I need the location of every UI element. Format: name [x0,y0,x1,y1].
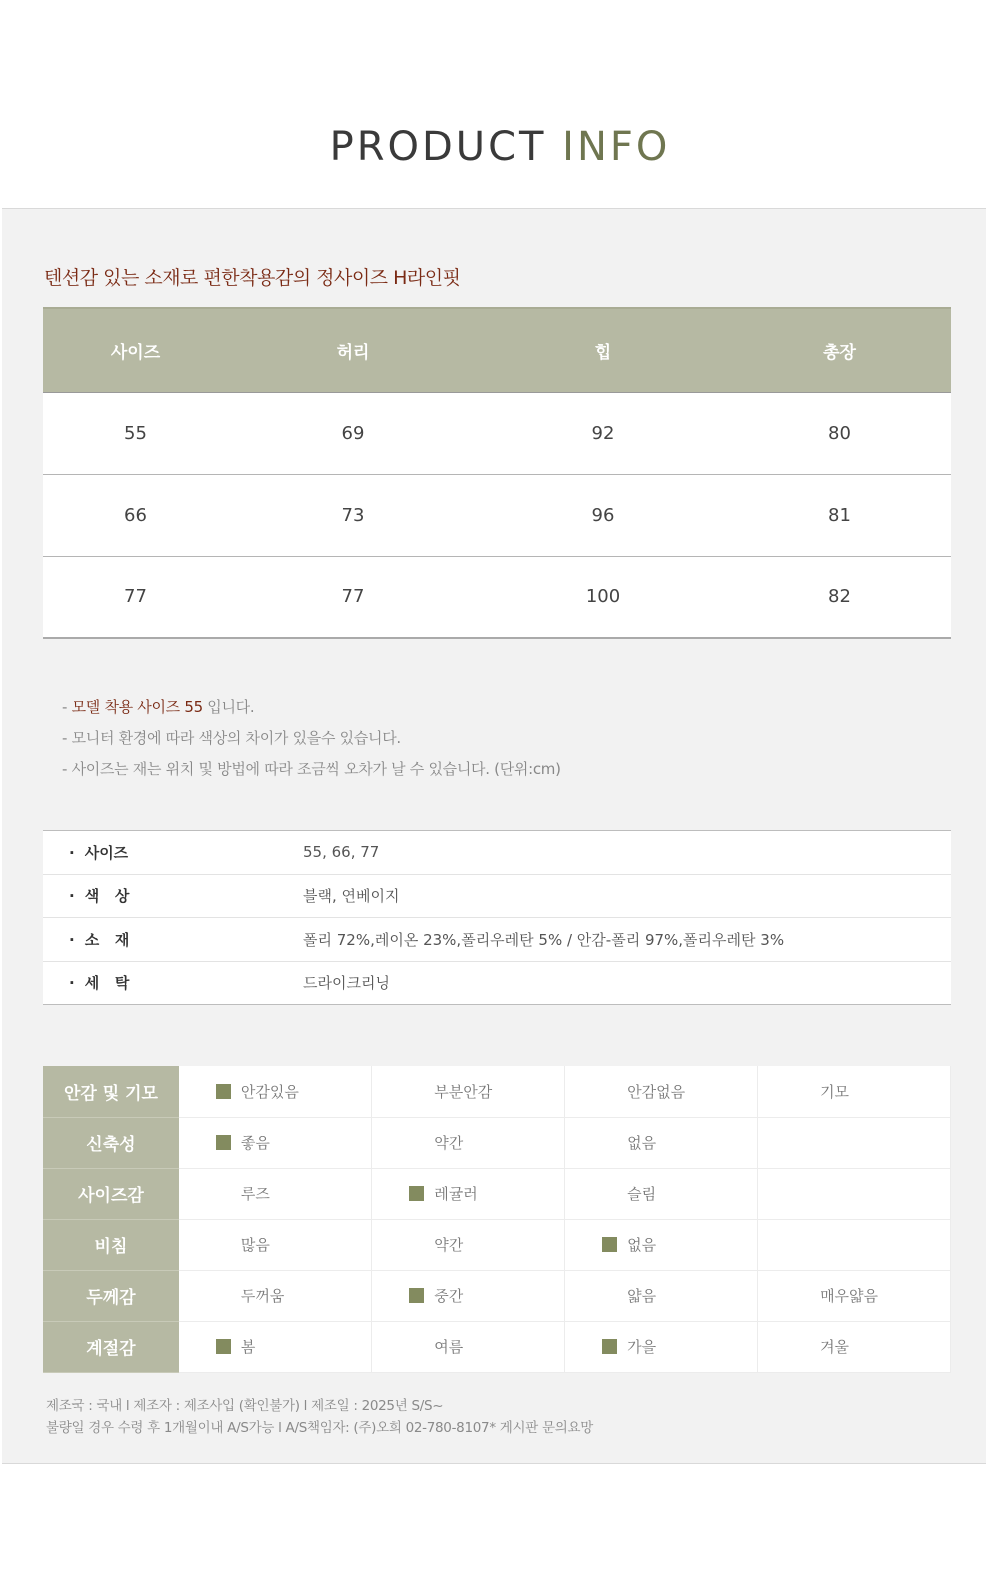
feel-option [179,1270,372,1321]
feel-option-label: 약간 [434,1236,464,1254]
spec-key: 사이즈 [84,843,129,862]
feel-option [372,1066,565,1117]
feel-label: 두께감 [43,1270,179,1321]
bullet: · [69,974,75,993]
spec-row [43,874,951,918]
feel-option [565,1066,758,1117]
table-cell: 80 [728,392,951,474]
table-row [43,474,951,556]
table-cell: 73 [228,474,478,556]
spec-value: 드라이크리닝 [303,961,951,1005]
spec-key: 세 탁 [84,974,130,993]
bullet: · [69,887,75,906]
spec-table [43,830,951,1005]
feel-option [372,1117,565,1168]
feel-option-label: 약간 [434,1134,464,1152]
feel-option [758,1117,951,1168]
check-square-icon [216,1084,231,1099]
feel-option-label: 안감없음 [627,1082,686,1101]
feel-option [372,1270,565,1321]
bullet: · [69,843,75,862]
feel-row [43,1168,951,1219]
table-cell: 82 [728,556,951,638]
feel-option-label: 기모 [820,1082,850,1101]
feel-option-label: 가을 [627,1338,657,1356]
feel-label: 안감 및 기모 [43,1066,179,1117]
size-table-header [43,308,951,392]
feel-option-label: 많음 [240,1236,270,1254]
feel-option [565,1168,758,1219]
spec-value: 블랙, 연베이지 [303,874,951,918]
col-header-size: 사이즈 [43,308,228,392]
feel-label: 비침 [43,1219,179,1270]
note-suffix: 입니다. [202,698,255,716]
table-cell: 81 [728,474,951,556]
col-header-hip: 힙 [478,308,728,392]
feel-option [179,1219,372,1270]
title-main: PRODUCT [329,124,547,170]
feel-option [758,1219,951,1270]
feel-option-label: 슬림 [627,1185,657,1203]
feel-row [43,1321,951,1372]
feel-option-label: 얇음 [627,1287,657,1305]
page-title [0,124,1000,170]
col-header-length: 총장 [728,308,951,392]
notes [62,692,561,785]
check-square-icon [409,1186,424,1201]
title-accent: INFO [562,124,671,170]
size-table [43,307,951,639]
feel-option [179,1168,372,1219]
feel-option [758,1066,951,1117]
table-cell: 77 [43,556,228,638]
check-square-icon [216,1135,231,1150]
feel-option [758,1270,951,1321]
feel-option-label: 안감있음 [240,1082,299,1101]
feel-option [758,1168,951,1219]
feel-option-label: 중간 [434,1287,464,1305]
check-square-icon [216,1339,231,1354]
table-row [43,392,951,474]
feel-option-label: 없음 [627,1134,657,1152]
table-cell: 100 [478,556,728,638]
table-cell: 77 [228,556,478,638]
spec-row [43,831,951,875]
footer-manufacture: 제조국 : 국내 l 제조자 : 제조사입 (확인불가) l 제조일 : 2025년 S/S~ [46,1398,444,1414]
feel-option-label: 레귤러 [434,1185,478,1203]
note-prefix: - [62,698,72,716]
feel-option [372,1219,565,1270]
feel-option [179,1117,372,1168]
note-model-size [62,692,561,723]
spec-key: 소 재 [84,930,130,949]
feel-option-label: 루즈 [240,1185,270,1203]
feel-option [372,1168,565,1219]
spec-key: 색 상 [84,887,130,906]
bullet: · [69,930,75,949]
feel-option-label: 부분안감 [434,1082,493,1101]
feel-row [43,1117,951,1168]
feel-option-label: 두꺼움 [240,1287,285,1305]
table-cell: 92 [478,392,728,474]
feel-option [565,1219,758,1270]
feel-option [565,1321,758,1372]
spec-value: 55, 66, 77 [303,831,951,875]
feel-row [43,1066,951,1117]
spec-row [43,918,951,962]
feel-option-label: 겨울 [820,1338,850,1356]
header [0,0,1000,210]
feel-option-label: 여름 [434,1338,464,1356]
table-cell: 96 [478,474,728,556]
check-square-icon [602,1339,617,1354]
feel-option [565,1270,758,1321]
table-cell: 66 [43,474,228,556]
fabric-feel-table [43,1066,951,1373]
feel-option [372,1321,565,1372]
note-measure: - 사이즈는 재는 위치 및 방법에 따라 조금씩 오차가 날 수 있습니다. (단위:cm) [62,760,561,778]
check-square-icon [602,1237,617,1252]
feel-option-label: 봄 [240,1338,256,1356]
product-subtitle: 텐션감 있는 소재로 편한착용감의 정사이즈 H라인핏 [44,267,461,289]
feel-row [43,1270,951,1321]
col-header-waist: 허리 [228,308,478,392]
footer-info [46,1395,593,1439]
spec-row [43,961,951,1005]
feel-label: 사이즈감 [43,1168,179,1219]
feel-option [565,1117,758,1168]
spec-value: 폴리 72%,레이온 23%,폴리우레탄 5% / 안감-폴리 97%,폴리우레탄 3% [303,918,951,962]
feel-option-label: 없음 [627,1236,657,1254]
table-row [43,556,951,638]
note-monitor: - 모니터 환경에 따라 색상의 차이가 있을수 있습니다. [62,729,401,747]
feel-option-label: 좋음 [240,1134,270,1152]
feel-option [179,1321,372,1372]
feel-row [43,1219,951,1270]
feel-label: 신축성 [43,1117,179,1168]
feel-option [179,1066,372,1117]
feel-option [758,1321,951,1372]
check-square-icon [409,1288,424,1303]
note-highlight: 모델 착용 사이즈 55 [71,698,203,716]
footer-as: 불량일 경우 수령 후 1개월이내 A/S가능 l A/S책임자: (주)오희 02-780-8107* 게시판 문의요망 [46,1420,593,1436]
feel-option-label: 매우얇음 [820,1287,879,1305]
table-cell: 55 [43,392,228,474]
feel-label: 계절감 [43,1321,179,1372]
table-cell: 69 [228,392,478,474]
